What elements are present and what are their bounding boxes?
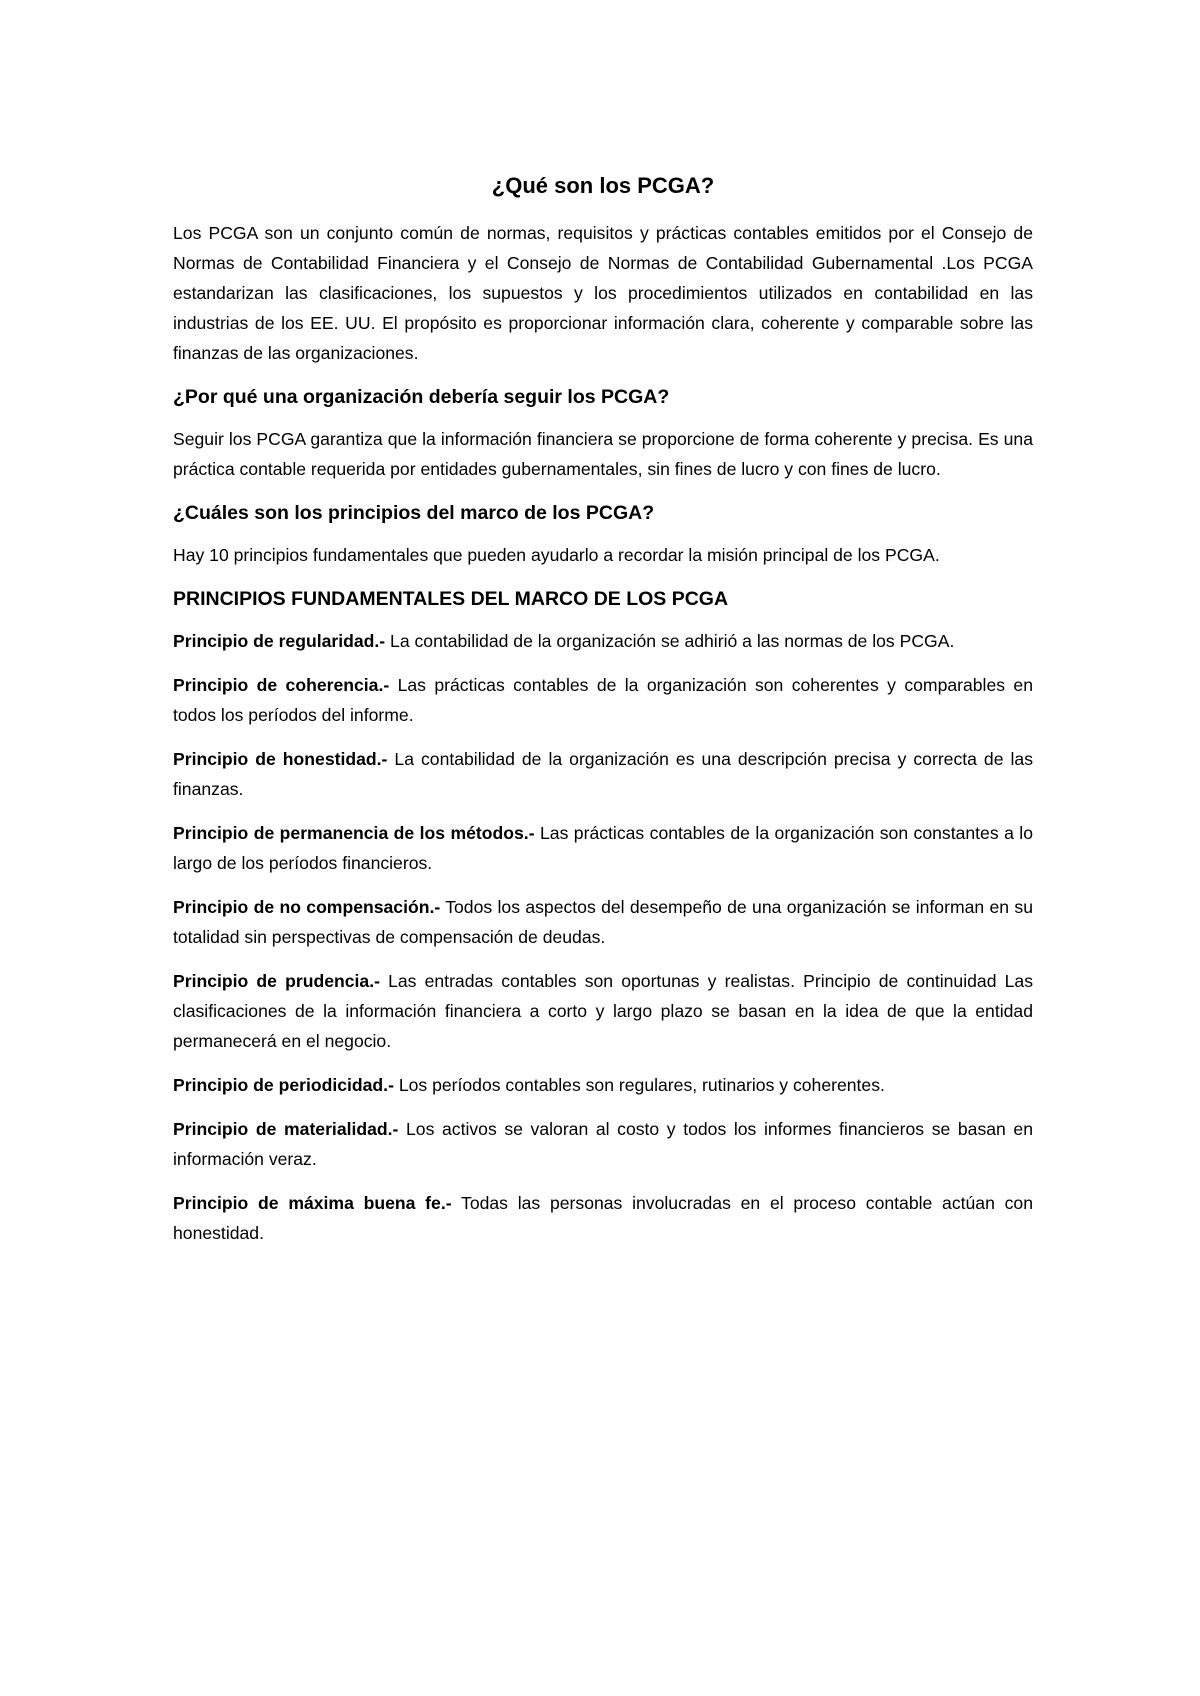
principle-text: La contabilidad de la organización es una descripción precisa y correcta de las finanzas. [173, 748, 1033, 799]
why-heading: ¿Por qué una organización debería seguir los PCGA? [173, 385, 670, 408]
principle-text: La contabilidad de la organización se adhirió a las normas de los PCGA. [385, 630, 955, 651]
principle-text: Los activos se valoran al costo y todos los informes financieros se basan en información veraz. [173, 1118, 1034, 1169]
principle-text: Las entradas contables son oportunas y realistas. Principio de continuidad Las clasificaciones de la información financiera a corto y largo plazo se basan en la idea de que la entidad permanecerá en el negocio. [173, 970, 1033, 1051]
document-page [173, 172, 1033, 1262]
principle-permanencia [173, 818, 1033, 878]
principle-prudencia [173, 966, 1033, 1056]
principle-text: Las prácticas contables de la organización son coherentes y comparables en todos los períodos del informe. [173, 674, 1033, 725]
principle-text: Todos los aspectos del desempeño de una organización se informan en su totalidad sin perspectivas de compensación de deudas. [173, 896, 1033, 947]
principle-no-compensacion [173, 892, 1033, 952]
document-title: ¿Qué son los PCGA? [491, 173, 715, 198]
principle-regularidad [173, 626, 1033, 656]
principle-name: Principio de prudencia.- [173, 970, 380, 991]
principle-coherencia [173, 670, 1033, 730]
principle-honestidad [173, 744, 1033, 804]
principle-text: Las prácticas contables de la organización son constantes a lo largo de los períodos financieros. [173, 822, 1033, 873]
principle-materialidad [173, 1114, 1033, 1174]
principles-question-heading: ¿Cuáles son los principios del marco de los PCGA? [173, 501, 655, 524]
principle-name: Principio de no compensación.- [173, 896, 441, 917]
principle-text: Los períodos contables son regulares, rutinarios y coherentes. [393, 1074, 885, 1095]
principles-list-heading: PRINCIPIOS FUNDAMENTALES DEL MARCO DE LOS PCGA [173, 587, 729, 610]
principle-name: Principio de materialidad.- [173, 1118, 399, 1139]
why-paragraph: Seguir los PCGA garantiza que la información financiera se proporcione de forma coherente y precisa. Es una práctica contable requerida por entidades gubernamentales, sin fines de lucro y con fines de lucro. [173, 428, 1033, 479]
principle-name: Principio de coherencia.- [173, 674, 390, 695]
principle-name: Principio de honestidad.- [173, 748, 388, 769]
principle-name: Principio de máxima buena fe.- [173, 1192, 452, 1213]
principle-name: Principio de regularidad.- [173, 630, 386, 651]
intro-paragraph: Los PCGA son un conjunto común de normas, requisitos y prácticas contables emitidos por el Consejo de Normas de Contabilidad Financiera y el Consejo de Normas de Contabilidad Gubernamental .Los PCGA estandarizan las clasificaciones, los supuestos y los procedimientos utilizados en contabilidad en las industrias de los EE. UU. El propósito es proporcionar información clara, coherente y comparable sobre las finanzas de las organizaciones. [173, 222, 1033, 363]
principle-text: Todas las personas involucradas en el proceso contable actúan con honestidad. [173, 1192, 1034, 1243]
principle-name: Principio de permanencia de los métodos.- [173, 822, 535, 843]
principles-intro-paragraph: Hay 10 principios fundamentales que pueden ayudarlo a recordar la misión principal de los PCGA. [173, 544, 940, 565]
principle-periodicidad [173, 1070, 1033, 1100]
principle-name: Principio de periodicidad.- [173, 1074, 394, 1095]
principle-buena-fe [173, 1188, 1033, 1248]
